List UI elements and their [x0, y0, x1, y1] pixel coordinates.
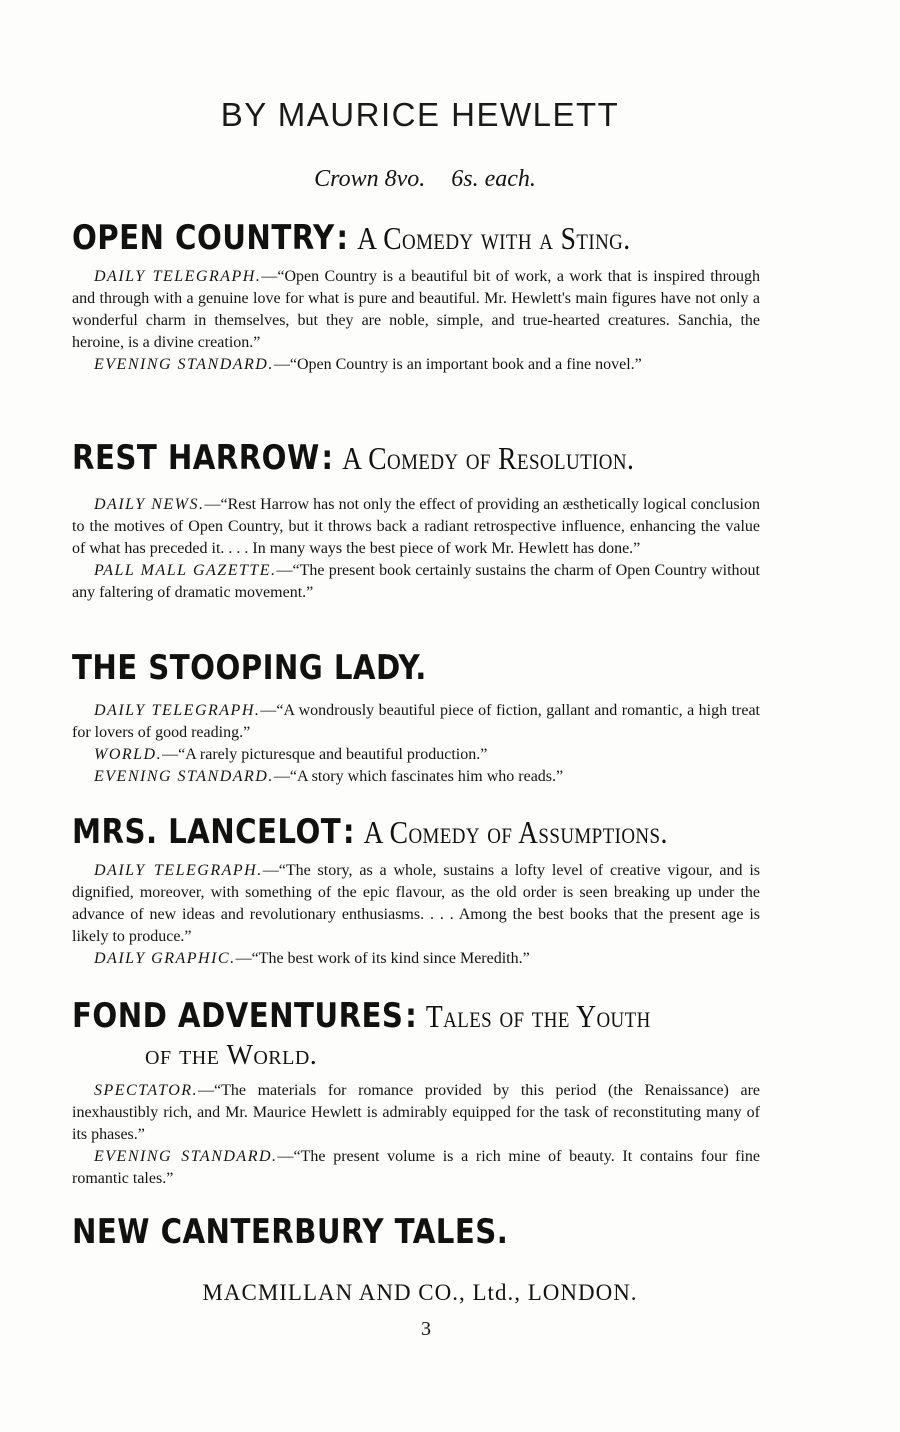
- review-text: —“Open Country is a beautiful bit of work, a work that is inspired through and through with a genuine love for what is pure and beautiful. Mr. Hewlett's main figures have not only a wonderful charm in themselves, but they are noble, simple, and true-hearted creatures. Sanchia, the heroine, is a divine creation.”: [72, 268, 761, 351]
- review-text: —“A story which fascinates him who reads.”: [273, 768, 564, 785]
- review-entry: [72, 494, 760, 560]
- review-entry: [72, 1146, 760, 1190]
- review-source: DAILY TELEGRAPH.: [94, 268, 262, 285]
- review-block-open-country: [72, 266, 760, 376]
- book-title-text: OPEN COUNTRY: [72, 218, 335, 258]
- review-entry: [72, 860, 760, 948]
- book-subtitle: A Comedy of Resolution.: [342, 440, 635, 476]
- book-title-fond-adventures: FOND ADVENTURES: Tales of the Youth: [72, 996, 651, 1036]
- book-title-open-country: OPEN COUNTRY: A Comedy with a Sting.: [72, 218, 631, 258]
- review-text: —“The materials for romance provided by this period (the Renaissance) are inexhaustibly rich, and Mr. Maurice Hewlett is admirably equipped for the task of reconstituting many of its phases.”: [72, 1082, 760, 1143]
- review-entry: [72, 766, 760, 788]
- review-source: EVENING STANDARD.: [94, 356, 274, 373]
- book-title-text: THE STOOPING LADY.: [72, 648, 427, 688]
- book-title-rest-harrow: REST HARROW: A Comedy of Resolution.: [72, 438, 635, 478]
- review-source: SPECTATOR.: [94, 1082, 199, 1099]
- review-text: —“A wondrously beautiful piece of fiction, gallant and romantic, a high treat for lovers of good reading.”: [72, 702, 761, 741]
- review-text: —“The present book certainly sustains the charm of Open Country without any faltering of dramatic movement.”: [72, 562, 760, 601]
- book-subtitle-continued: of the World.: [145, 1040, 318, 1071]
- book-title-new-canterbury-tales: [72, 1212, 508, 1252]
- book-title-mrs-lancelot: MRS. LANCELOT: A Comedy of Assumptions.: [72, 812, 668, 852]
- book-subtitle: Tales of the Youth: [425, 998, 651, 1034]
- book-title-text: MRS. LANCELOT: [72, 812, 342, 852]
- review-block-rest-harrow: [72, 494, 760, 604]
- book-subtitle: A Comedy with a Sting.: [357, 220, 631, 256]
- review-source: EVENING STANDARD.: [94, 768, 274, 785]
- review-source: DAILY TELEGRAPH.: [94, 702, 261, 719]
- review-entry: [72, 948, 760, 970]
- review-source: EVENING STANDARD.: [94, 1148, 278, 1165]
- review-entry: [72, 700, 760, 744]
- review-text: —“The present volume is a rich mine of beauty. It contains four fine romantic tales.”: [72, 1148, 761, 1187]
- review-source: DAILY NEWS.: [94, 496, 205, 513]
- review-entry: [72, 354, 760, 376]
- review-source: DAILY GRAPHIC.: [94, 950, 236, 967]
- book-title-stooping-lady: [72, 648, 427, 688]
- review-entry: [72, 744, 760, 766]
- book-title-text: NEW CANTERBURY TALES.: [72, 1212, 509, 1252]
- review-entry: [72, 266, 760, 354]
- review-source: PALL MALL GAZETTE.: [94, 562, 277, 579]
- review-text: —“The best work of its kind since Meredith.”: [235, 950, 530, 967]
- review-block-fond-adventures: [72, 1080, 760, 1190]
- review-text: —“The story, as a whole, sustains a lofty level of creative vigour, and is dignified, moreover, with something of the epic flavour, as the old order is seen breaking up under the advance of new ideas and revolutionary enthusiasms. . . . Among the best books that the present age is likely to produce.”: [72, 862, 761, 945]
- book-subtitle: A Comedy of Assumptions.: [363, 814, 668, 850]
- review-text: —“Rest Harrow has not only the effect of providing an æsthetically logical conclusion to the motives of Open Country, but it throws back a radiant retrospective influence, enhancing the value of what has preceded it. . . . In many ways the best piece of work Mr. Hewlett has done.”: [72, 496, 761, 557]
- page-title: BY MAURICE HEWLETT: [220, 96, 620, 133]
- format-text: Crown 8vo.: [314, 166, 426, 192]
- price-text: 6s. each.: [451, 166, 536, 192]
- book-title-text: REST HARROW: [72, 438, 320, 478]
- book-title-text: FOND ADVENTURES: [72, 996, 404, 1036]
- review-block-mrs-lancelot: [72, 860, 760, 970]
- page-number: 3: [421, 1318, 431, 1340]
- review-text: —“A rarely picturesque and beautiful production.”: [162, 746, 488, 763]
- review-source: DAILY TELEGRAPH.: [94, 862, 263, 879]
- review-entry: [72, 560, 760, 604]
- publisher-line: MACMILLAN AND CO., Ltd., LONDON.: [202, 1280, 638, 1305]
- review-entry: [72, 1080, 760, 1146]
- review-block-stooping-lady: [72, 700, 760, 788]
- price-line: [0, 166, 850, 193]
- review-source: WORLD.: [94, 746, 163, 763]
- review-text: —“Open Country is an important book and a fine novel.”: [273, 356, 642, 373]
